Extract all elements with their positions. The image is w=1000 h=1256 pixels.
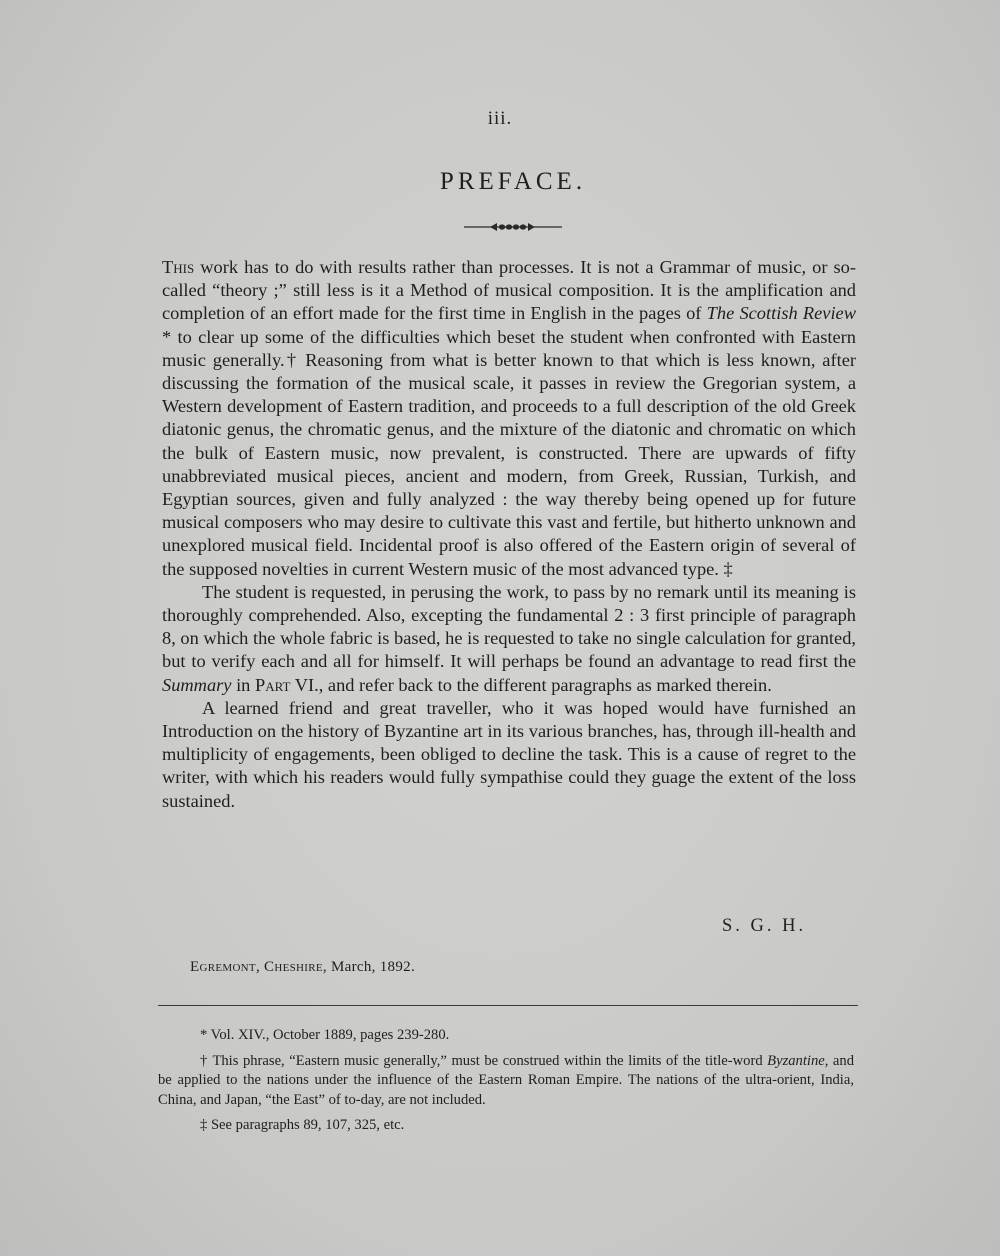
paragraph-2-text-b: in	[231, 674, 255, 695]
footnote-2-text-a: † This phrase, “Eastern music generally,” must be construed within the limits of the title-word	[200, 1052, 768, 1069]
paragraph-3-text-a: A learned friend and great traveller, who it was hoped would have furnished an Introduction on the history of Byzantine art in its various branches, has, through ill-health and multiplicity of engagements, been obliged to decline the task. This is a cause of regret to the writer, with which his readers would fully sympathise could they guage the extent of the loss sustained.	[162, 697, 856, 811]
paragraph-1-lead: This	[162, 257, 195, 277]
page-title: PREFACE.	[439, 168, 587, 195]
ornament-divider-icon	[462, 220, 564, 234]
author-signature: S. G. H.	[722, 916, 807, 936]
paragraph-2-text-a: The student is requested, in perusing the work, to pass by no remark until its meaning is thoroughly comprehended. Also, excepting the fundamental 2 : 3 first principle of paragraph 8, on which the whole fabric is based, he is requested to take no single calculation for granted, but to verify each and all for himself. It will perhaps be found an advantage to read first the	[162, 581, 856, 672]
footnote-2	[158, 1052, 854, 1111]
footnote-divider	[158, 1005, 858, 1006]
footnote-1: * Vol. XIV., October 1889, pages 239-280.	[200, 1027, 450, 1043]
footnote-2-italic: Byzantine,	[767, 1052, 829, 1069]
preface-body	[162, 256, 856, 813]
dateline-place: Egremont, Cheshire,	[190, 959, 327, 975]
paragraph-1-text-a: work has to do with results rather than processes. It is not a Grammar of music, or so-called “theory ;” still less is it a Method of musical composition. It is the amplification and completion of an effort made for the first time in English in the pages of	[162, 257, 856, 324]
footnotes	[158, 1026, 854, 1142]
summary-reference: Summary	[162, 674, 232, 695]
part-label: Part	[254, 674, 291, 695]
paragraph-2	[162, 581, 856, 697]
footnote-2-text-b: and be applied to the nations under the influence of the Eastern Roman Empire. The nations of the ultra-orient, India, China, and Japan, “the East” of to-day, are not included.	[158, 1052, 854, 1108]
paragraph-3	[162, 697, 856, 813]
paragraph-1-text-b: * to clear up some of the difficulties which beset the student when confronted with Eastern music generally.† Reasoning from what is better known to that which is less known, after discussing the formation of the musical scale, it passes in review the Gregorian system, a Western development of Eastern tradition, and proceeds to a full description of the old Greek diatonic genus, the chromatic genus, and the mixture of the diatonic and chromatic on which the bulk of Eastern music, now prevalent, is constructed. There are upwards of fifty unabbreviated musical pieces, ancient and modern, from Greek, Russian, Turkish, and Egyptian sources, given and fully analyzed : the way thereby being opened up for future musical composers who may desire to cultivate this vast and fertile, but hitherto unknown and unexplored musical field. Incidental proof is also offered of the Eastern origin of several of the supposed novelties in current Western music of the most advanced type. ‡	[162, 326, 856, 579]
footnote-3: ‡ See paragraphs 89, 107, 325, etc.	[200, 1117, 405, 1133]
paragraph-2-text-c: VI., and refer back to the different paragraphs as marked therein.	[290, 674, 772, 695]
journal-title: The Scottish Review	[706, 303, 856, 324]
dateline	[190, 959, 415, 976]
paragraph-1	[162, 256, 856, 581]
dateline-date: March, 1892.	[326, 959, 416, 975]
page-number: iii.	[487, 108, 513, 129]
